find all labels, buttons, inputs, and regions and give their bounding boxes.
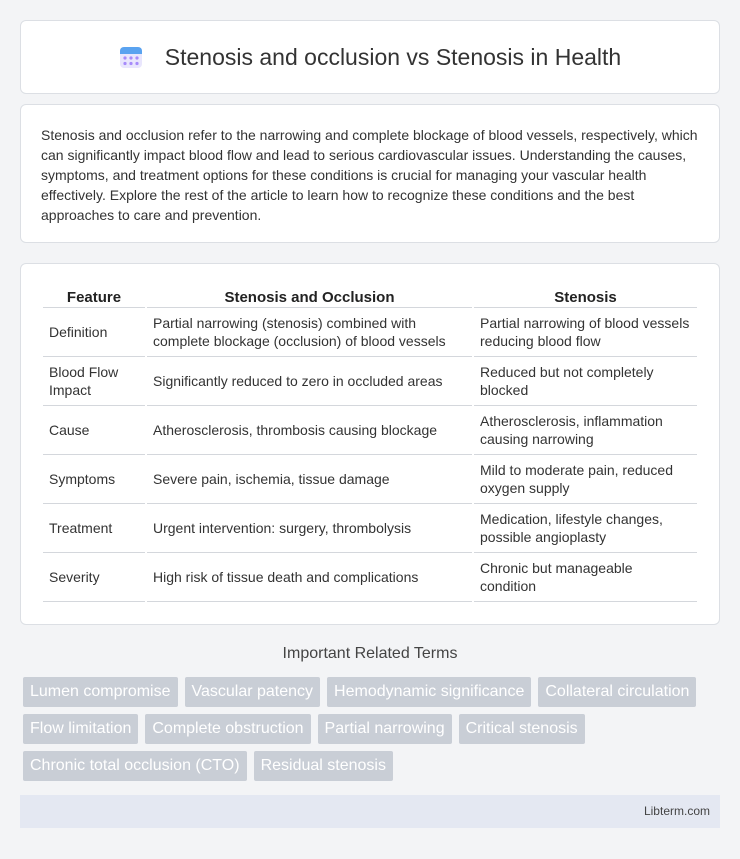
stenosis-cell: Mild to moderate pain, reduced oxygen supply	[474, 455, 697, 504]
tag-flow-limitation[interactable]: Flow limitation	[23, 714, 138, 744]
tag-row	[23, 677, 723, 707]
stenosis-cell: Partial narrowing of blood vessels reducing blood flow	[474, 308, 697, 357]
stenosis-occlusion-cell: Atherosclerosis, thrombosis causing blockage	[147, 406, 472, 455]
stenosis-cell: Atherosclerosis, inflammation causing narrowing	[474, 406, 697, 455]
stenosis-occlusion-cell: Partial narrowing (stenosis) combined with complete blockage (occlusion) of blood vessels	[147, 308, 472, 357]
table-row	[43, 406, 697, 455]
feature-cell: Symptoms	[43, 455, 145, 504]
table-row	[43, 553, 697, 602]
header-stenosis-and-occlusion: Stenosis and Occlusion	[147, 284, 472, 308]
tag-critical-stenosis[interactable]: Critical stenosis	[459, 714, 585, 744]
table-row	[43, 455, 697, 504]
tag-complete-obstruction[interactable]: Complete obstruction	[145, 714, 310, 744]
stenosis-occlusion-cell: Significantly reduced to zero in occluded areas	[147, 357, 472, 406]
title-row	[21, 21, 719, 93]
feature-cell: Treatment	[43, 504, 145, 553]
page-title: Stenosis and occlusion vs Stenosis in Health	[164, 43, 622, 70]
table-row	[43, 504, 697, 553]
comparison-table	[41, 284, 699, 602]
feature-cell: Definition	[43, 308, 145, 357]
tag-partial-narrowing[interactable]: Partial narrowing	[318, 714, 452, 744]
calendar-icon	[119, 45, 143, 69]
tag-lumen-compromise[interactable]: Lumen compromise	[23, 677, 178, 707]
feature-cell: Severity	[43, 553, 145, 602]
stenosis-cell: Chronic but manageable condition	[474, 553, 697, 602]
tag-row	[23, 751, 723, 781]
tag-row	[23, 714, 723, 744]
feature-cell: Blood Flow Impact	[43, 357, 145, 406]
table-header-row	[43, 284, 697, 308]
tag-vascular-patency[interactable]: Vascular patency	[185, 677, 321, 707]
comparison-card	[20, 263, 720, 625]
table-row	[43, 357, 697, 406]
footer-site-link[interactable]: Libterm.com	[643, 804, 710, 818]
stenosis-occlusion-cell: Urgent intervention: surgery, thrombolysis	[147, 504, 472, 553]
stenosis-cell: Reduced but not completely blocked	[474, 357, 697, 406]
table-row	[43, 308, 697, 357]
header-card	[20, 20, 720, 94]
tag-hemodynamic-significance[interactable]: Hemodynamic significance	[327, 677, 531, 707]
tag-chronic-total-occlusion[interactable]: Chronic total occlusion (CTO)	[23, 751, 247, 781]
stenosis-occlusion-cell: Severe pain, ischemia, tissue damage	[147, 455, 472, 504]
tag-residual-stenosis[interactable]: Residual stenosis	[254, 751, 393, 781]
feature-cell: Cause	[43, 406, 145, 455]
header-feature: Feature	[43, 284, 145, 308]
intro-paragraph: Stenosis and occlusion refer to the narrowing and complete blockage of blood vessels, respectively, which can significantly impact blood flow and lead to serious cardiovascular issues. Understanding the causes, symptoms, and treatment options for these conditions is crucial for managing your vascular health effectively. Explore the rest of the article to learn how to recognize these conditions and the best approaches to care and prevention.	[41, 127, 698, 223]
intro-card	[20, 104, 720, 243]
tag-collateral-circulation[interactable]: Collateral circulation	[538, 677, 696, 707]
footer	[20, 795, 720, 828]
related-terms-list	[23, 677, 723, 788]
related-terms-title: Important Related Terms	[282, 645, 458, 662]
header-stenosis: Stenosis	[474, 284, 697, 308]
stenosis-cell: Medication, lifestyle changes, possible angioplasty	[474, 504, 697, 553]
stenosis-occlusion-cell: High risk of tissue death and complications	[147, 553, 472, 602]
